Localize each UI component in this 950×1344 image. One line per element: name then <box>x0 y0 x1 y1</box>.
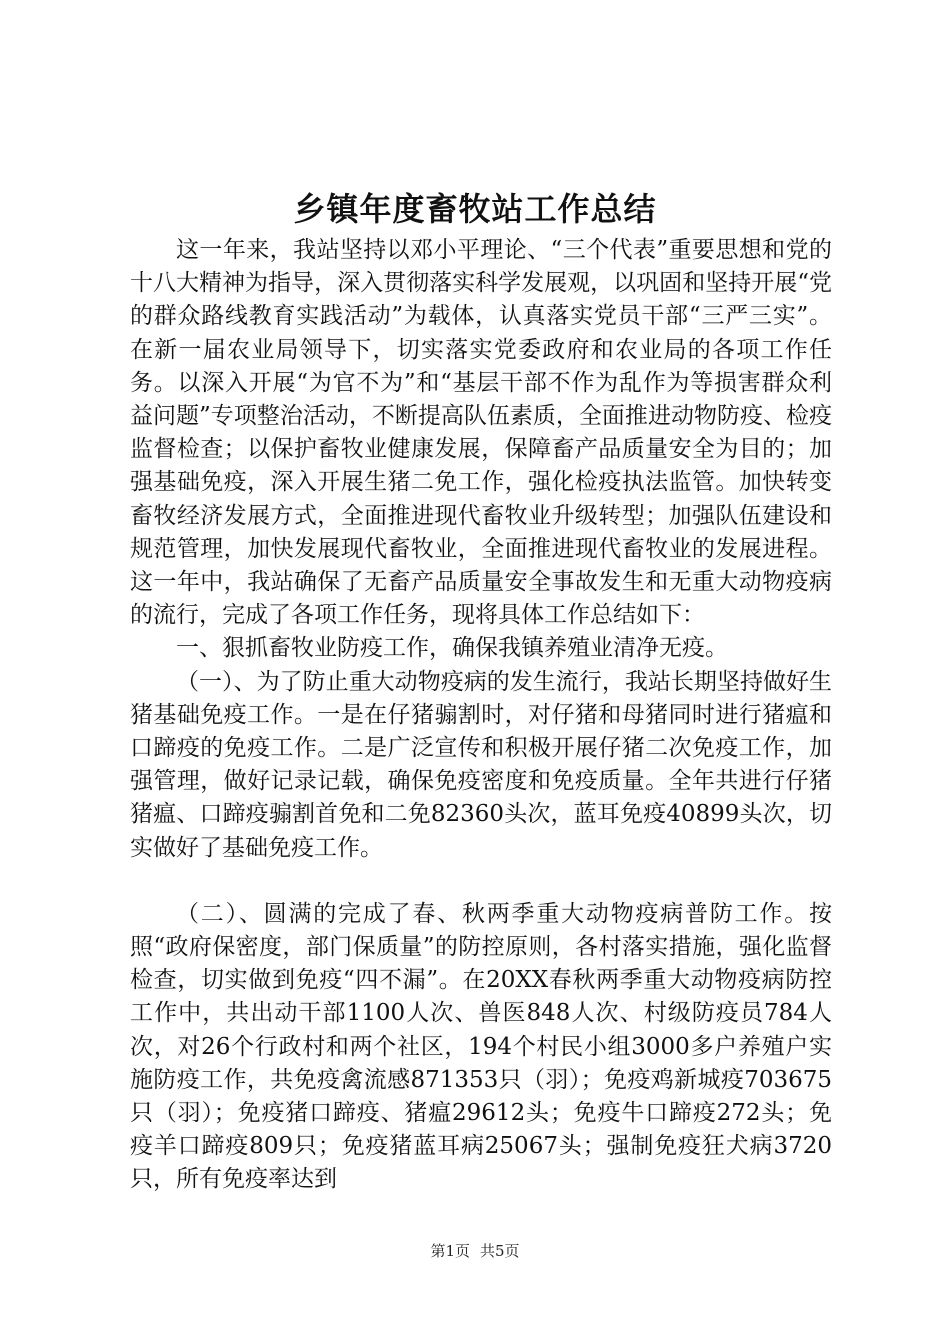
paragraph-section-heading: 一、狠抓畜牧业防疫工作，确保我镇养殖业清净无疫。 <box>176 635 728 662</box>
paragraph-item-1: （一）、为了防止重大动物疫病的发生流行，我站长期坚持做好生猪基础免疫工作。一是在仔猪骟割时，对仔猪和母猪同时进行猪瘟和口蹄疫的免疫工作。二是广泛宣传和积极开展仔猪二次免疫工作，加强管理，做好记录记载，确保免疫密度和免疫质量。全年共进行仔猪猪瘟、口蹄疫骟割首免和二免82360头次，蓝耳免疫40899头次，切实做好了基础免疫工作。 <box>130 668 832 861</box>
paragraph-item-2: （二）、圆满的完成了春、秋两季重大动物疫病普防工作。按照“政府保密度，部门保质量”的防控原则，各村落实措施，强化监督检查，切实做到免疫“四不漏”。在20XX春秋两季重大动物疫病防控工作中，共出动干部1100人次、兽医848人次、村级防疫员784人次，对26个行政村和两个社区，194个村民小组3000多户养殖户实施防疫工作，共免疫禽流感871353只（羽）；免疫鸡新城疫703675只（羽）；免疫猪口蹄疫、猪瘟29612头；免疫牛口蹄疫272头；免疫羊口蹄疫809只；免疫猪蓝耳病25067头；强制免疫狂犬病3720只，所有免疫率达到 <box>130 900 832 1193</box>
document-title: 乡镇年度畜牧站工作总结 <box>293 190 657 228</box>
page-footer <box>0 1241 950 1261</box>
page-number-current: 第1页 <box>430 1242 470 1260</box>
paragraph-intro: 这一年来，我站坚持以邓小平理论、“三个代表”重要思想和党的十八大精神为指导，深入贯彻落实科学发展观，以巩固和坚持开展“党的群众路线教育实践活动”为载体，认真落实党员干部“三严三实”。在新一届农业局领导下，切实落实党委政府和农业局的各项工作任务。以深入开展“为官不为”和“基层干部不作为乱作为等损害群众利益问题”专项整治活动，不断提高队伍素质，全面推进动物防疫、检疫监督检查；以保护畜牧业健康发展，保障畜产品质量安全为目的；加强基础免疫，深入开展生猪二免工作，强化检疫执法监管。加快转变畜牧经济发展方式，全面推进现代畜牧业升级转型；加强队伍建设和规范管理，加快发展现代畜牧业，全面推进现代畜牧业的发展进程。这一年中，我站确保了无畜产品质量安全事故发生和无重大动物疫病的流行，完成了各项工作任务，现将具体工作总结如下： <box>130 237 832 629</box>
page-number-total: 共5页 <box>480 1242 520 1260</box>
document-body <box>130 234 832 1197</box>
